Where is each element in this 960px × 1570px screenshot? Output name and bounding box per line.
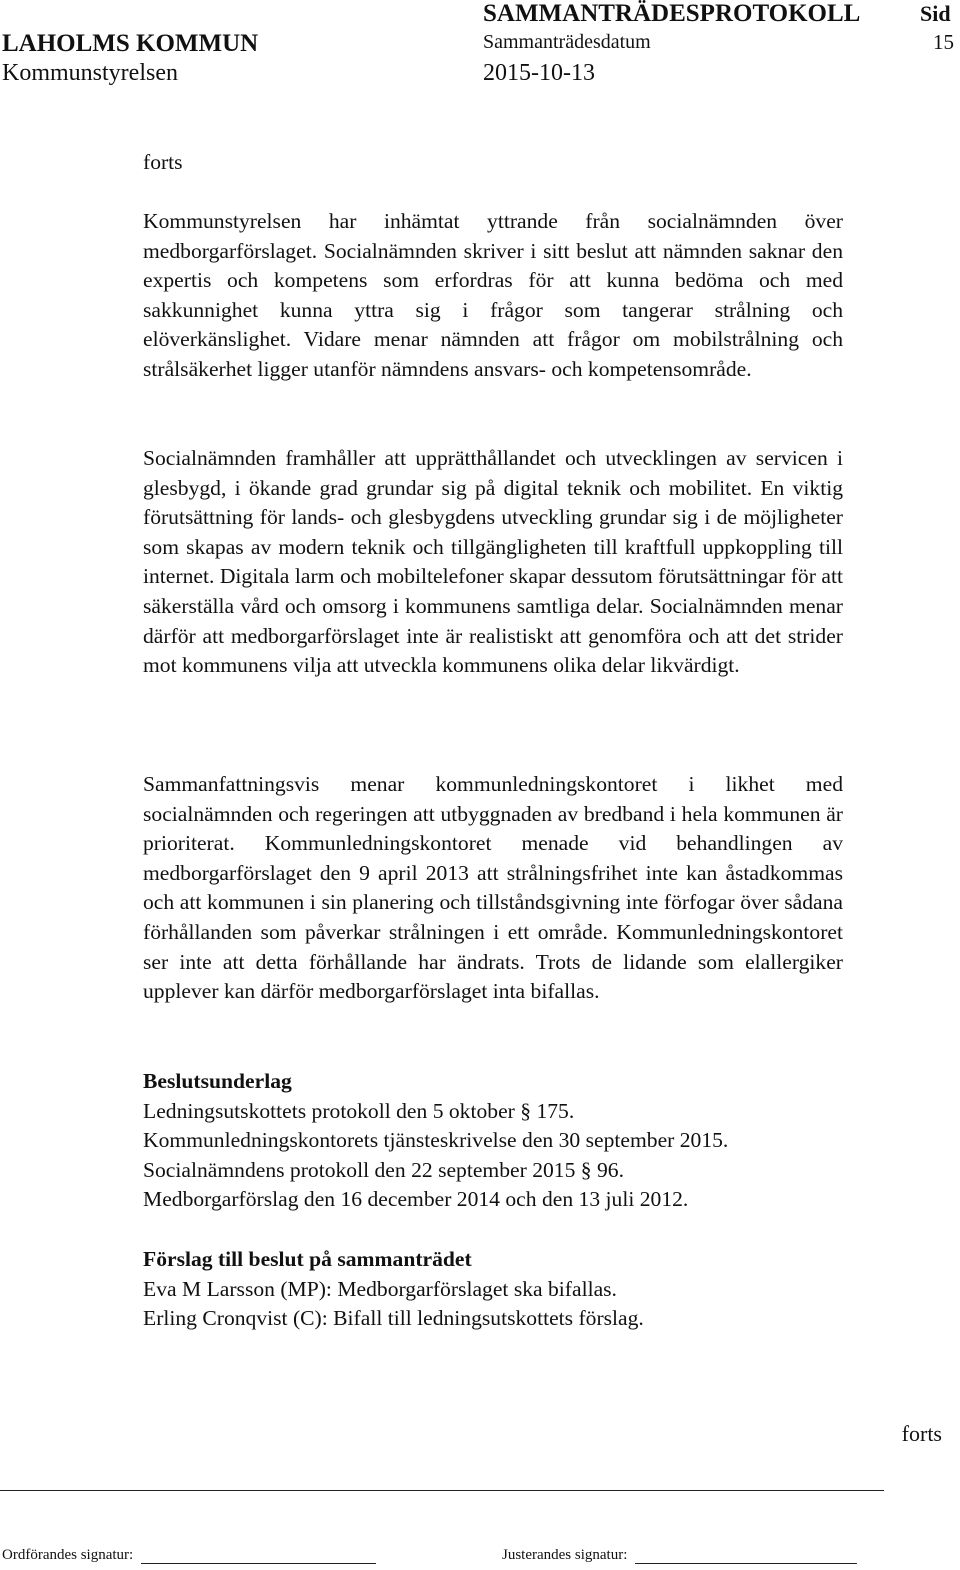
meeting-date-value: 2015-10-13 — [483, 60, 595, 86]
meeting-date-label: Sammanträdesdatum — [483, 31, 651, 53]
page-label: Sid — [920, 1, 951, 26]
adjuster-signature — [502, 1547, 857, 1564]
document-type: SAMMANTRÄDESPROTOKOLL — [483, 0, 861, 27]
chair-signature — [2, 1547, 376, 1564]
beslutsunderlag-heading: Beslutsunderlag — [143, 1069, 292, 1093]
paragraph-3: Sammanfattningsvis menar kommunledningskontoret i likhet med socialnämnden och regeringen att utbyggnaden av bredband i hela kommunen är prioriterat. Kommunledningskontoret menade vid behandlingen av medborgarförslaget den 9 april 2013 att strålningsfrihet inte kan åstadkommas och att kommunen i sin planering och tillståndsgivning inte förfogar över sådana förhållanden som påverkar strålningen i ett område. Kommunledningskontoret ser inte att detta förhållande har ändrats. Trots de lidande som elallergiker upplever kan därför medborgarförslaget inta bifallas. — [143, 772, 843, 1004]
chair-signature-line[interactable] — [141, 1549, 376, 1564]
adjuster-signature-label: Justerandes signatur: — [502, 1547, 628, 1563]
footer-separator — [0, 1490, 884, 1491]
page-number: 15 — [933, 30, 954, 54]
paragraph-2: Socialnämnden framhåller att upprätthållandet och utvecklingen av servicen i glesbygd, i ökande grad grundar sig på digital teknik och mobilitet. En viktig förutsättning för lands- och glesbygdens utveckling grundar sig i de möjligheter som skapas av modern teknik och tillgängligheten till kraftfull uppkoppling till internet. Digitala larm och mobiltelefoner skapar dessutom förutsättningar för att säkerställa vård och omsorg i kommunens samtliga delar. Socialnämnden menar därför att medborgarförslaget inte är realistiskt att genomföra och att det strider mot kommunens vilja att utveckla kommunens olika delar likvärdigt. — [143, 446, 843, 678]
beslutsunderlag-item: Socialnämndens protokoll den 22 september 2015 § 96. — [143, 1157, 624, 1182]
beslutsunderlag-section — [143, 1067, 843, 1215]
beslutsunderlag-item: Kommunledningskontorets tjänsteskrivelse den 30 september 2015. — [143, 1128, 729, 1153]
forslag-item: Eva M Larsson (MP): Medborgarförslaget ska bifallas. — [143, 1276, 617, 1301]
organization-name: LAHOLMS KOMMUN — [2, 30, 259, 57]
forslag-heading: Förslag till beslut på sammanträdet — [143, 1247, 472, 1271]
forts-bottom: forts — [901, 1421, 942, 1446]
forts-top: forts — [143, 150, 183, 174]
department-name: Kommunstyrelsen — [2, 60, 178, 86]
beslutsunderlag-item: Ledningsutskottets protokoll den 5 oktober § 175. — [143, 1098, 575, 1123]
forslag-section — [143, 1245, 843, 1334]
forslag-item: Erling Cronqvist (C): Bifall till ledningsutskottets förslag. — [143, 1306, 644, 1331]
chair-signature-label: Ordförandes signatur: — [2, 1547, 134, 1563]
beslutsunderlag-item: Medborgarförslag den 16 december 2014 och den 13 juli 2012. — [143, 1187, 689, 1212]
adjuster-signature-line[interactable] — [635, 1549, 857, 1564]
paragraph-1: Kommunstyrelsen har inhämtat yttrande från socialnämnden över medborgarförslaget. Socialnämnden skriver i sitt beslut att nämnden saknar den expertis och kompetens som erfordras för att kunna bedöma och med sakkunnighet kunna yttra sig i frågor som tangerar strålning och elöverkänslighet. Vidare menar nämnden att frågor om mobilstrålning och strålsäkerhet ligger utanför nämndens ansvars- och kompetensområde. — [143, 209, 843, 381]
